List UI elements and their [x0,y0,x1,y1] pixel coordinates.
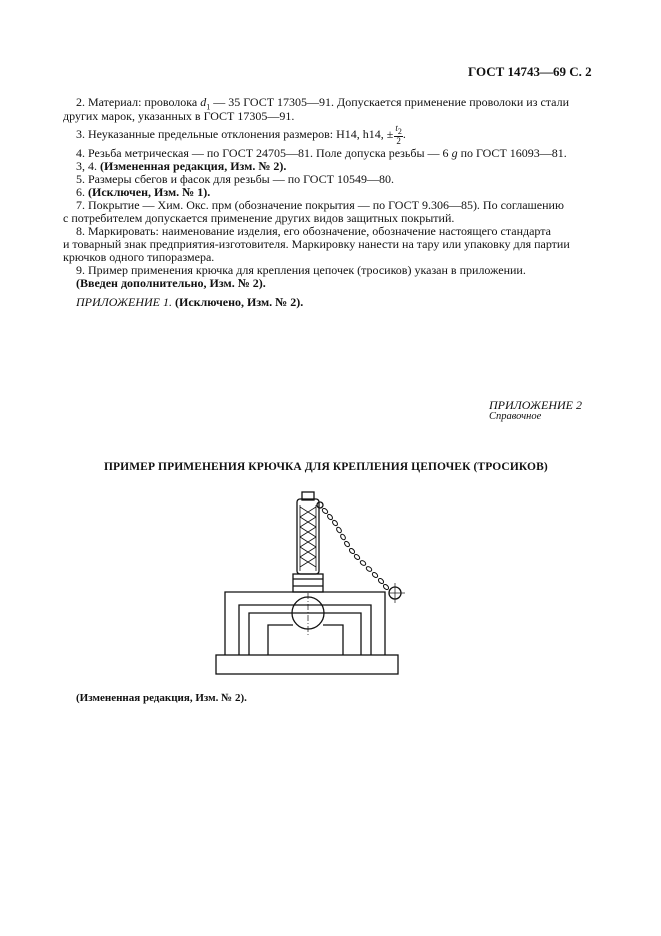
item-3: 3. Неуказанные предельные отклонения размеров: Н14, h14, ± $\frac{t_2}{2}$ . [76,123,406,147]
item-7-line-1: 7. Покрытие — Хим. Окс. прм (обозначение покрытия — по ГОСТ 9.306—85). По соглашению [76,198,564,212]
appendix-1-note: ПРИЛОЖЕНИЕ 1. (Исключено, Изм. № 2). [76,295,304,309]
hook-assembly-drawing [205,485,420,680]
item-2-line-1: 2. Материал: проволока $d_1$ — 35 ГОСТ 17305—91. Допускается применение проволоки из стали [76,95,569,112]
appendix-2-sub: Справочное [489,411,542,422]
item-5: 5. Размеры сбегов и фасок для резьбы — по ГОСТ 10549—80. [76,172,394,186]
item-4: 4. Резьба метрическая — по ГОСТ 24705—81. Поле допуска резьбы — 6 g по ГОСТ 16093—81. [76,146,567,160]
item-8-line-2: и товарный знак предприятия-изготовителя. Маркировку нанести на тару или упаковку для партии [63,237,570,251]
base-plate [216,655,398,674]
item-8-line-1: 8. Маркировать: наименование изделия, его обозначение, обозначение настоящего стандарта [76,224,551,238]
figure-title: ПРИМЕР ПРИМЕНЕНИЯ КРЮЧКА ДЛЯ КРЕПЛЕНИЯ ЦЕПОЧЕК (ТРОСИКОВ) [104,461,548,473]
page-header: ГОСТ 14743—69 С. 2 [468,64,592,79]
inner-step [268,625,343,655]
tolerance-fraction: $\frac{t_2}{2}$ [395,123,402,147]
footer-amendment-note: (Измененная редакция, Изм. № 2). [76,692,247,704]
chain [321,508,389,591]
item-3-4-amendment: 3, 4. (Измененная редакция, Изм. № 2). [76,159,287,173]
item-7-line-2: с потребителем допускается применение других видов защитных покрытий. [63,211,455,225]
item-8-line-3: крючков одного типоразмера. [63,250,215,264]
stud [293,574,323,592]
item-9-amendment: (Введен дополнительно, Изм. № 2). [76,276,266,290]
item-6: 6. (Исключен, Изм. № 1). [76,185,211,199]
inner-block [249,613,361,655]
item-2-line-2: других марок, указанных в ГОСТ 17305—91. [63,109,295,123]
item-9-line-1: 9. Пример применения крючка для крепления цепочек (тросиков) указан в приложении. [76,263,526,277]
appendix-2-label: ПРИЛОЖЕНИЕ 2 [489,398,582,412]
